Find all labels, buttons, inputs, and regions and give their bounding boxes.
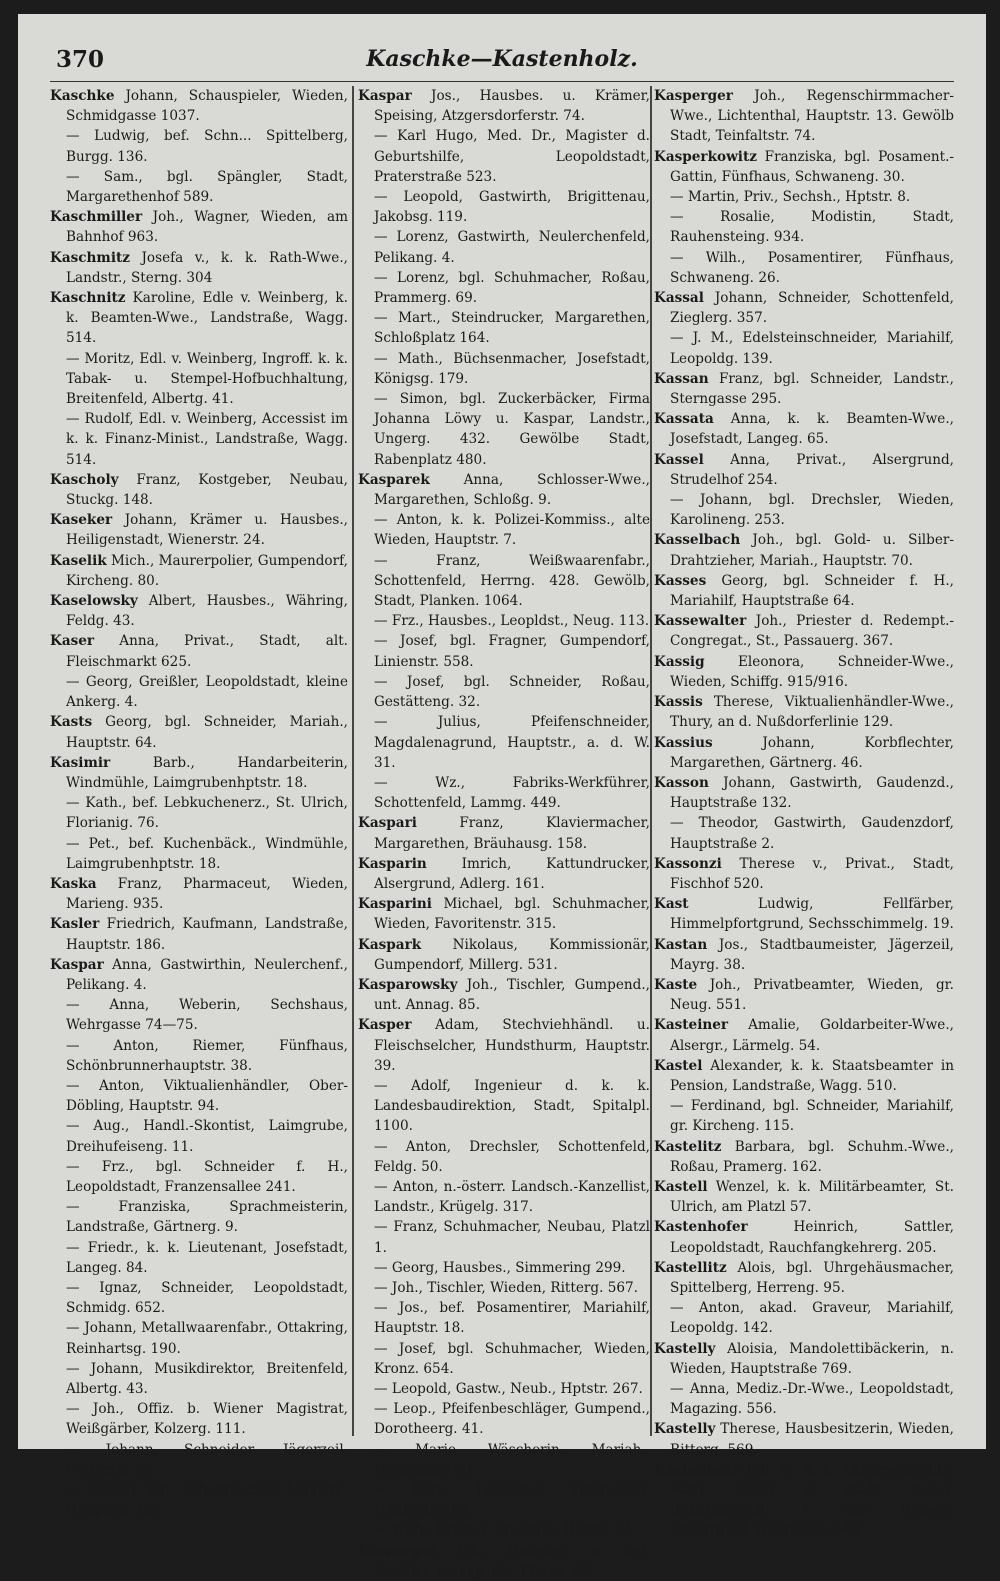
directory-subentry xyxy=(358,1177,650,1217)
directory-subentry xyxy=(50,1318,348,1358)
entry-text: Anna, Schlosser-Wwe., Margarethen, Schloßg. 9. xyxy=(374,471,650,509)
directory-entry xyxy=(50,874,348,914)
entry-text: Edl. v., k. k. Landesgerichts-Rath, Leiter d. städt. deleg. Bezirksgericht f. den Rossau, Alsergrund, Quergasse 349. xyxy=(670,1461,954,1539)
entry-text: Franz, Klaviermacher, Margarethen, Bräuhausg. 158. xyxy=(374,815,650,852)
entry-text: — Lorenz, bgl. Schuhmacher, Roßau, Prammerg. 69. xyxy=(374,269,650,307)
directory-subentry xyxy=(358,1379,650,1399)
directory-entry xyxy=(50,248,348,288)
entry-surname: Kaspari xyxy=(358,815,417,832)
entry-surname: Kassis xyxy=(654,694,703,711)
directory-subentry xyxy=(654,1096,954,1136)
entry-surname: Kastelitz xyxy=(654,1138,722,1155)
entry-text: — Bart., Lebzelter, Simmering, Hauptstr. 295. xyxy=(374,1482,650,1519)
entry-text: — Josef, bgl. Schuhmacher, Wieden, Kronz. 654. xyxy=(374,1340,650,1377)
entry-surname: Kasler xyxy=(50,916,100,933)
entry-surname: Kaspar xyxy=(358,88,412,104)
entry-surname: Kasselbach xyxy=(654,532,741,549)
entry-surname: Kassonzi xyxy=(654,855,722,872)
directory-subentry xyxy=(358,1399,650,1439)
entry-text: — Rudolf, Edl. v. Weinberg, Accessist im k. k. Finanz-Minist., Landstraße, Wagg. 514. xyxy=(66,411,348,468)
entry-surname: Kascholy xyxy=(50,471,119,488)
directory-subentry xyxy=(654,490,954,530)
directory-entry xyxy=(358,470,650,510)
directory-subentry xyxy=(50,409,348,470)
entry-text: — Josef, bgl. Schneider, Roßau, Gestätteng. 32. xyxy=(374,673,650,711)
entry-surname: Kasimir xyxy=(50,754,111,771)
entry-text: Jos., Stadtbaumeister, Jägerzeil, Mayrg. 38. xyxy=(670,936,954,973)
directory-entry xyxy=(50,631,348,671)
entry-surname: Kaschmitz xyxy=(50,249,130,266)
directory-entry xyxy=(50,591,348,631)
entry-text: Georg, bgl. Schneider, Mariah., Hauptstr. 64. xyxy=(66,714,348,751)
entry-surname: Kasparin xyxy=(358,855,427,872)
entry-text: — Anton, n.-österr. Landsch.-Kanzellist, Landstr., Krügelg. 317. xyxy=(374,1178,650,1216)
directory-subentry xyxy=(358,227,650,267)
entry-surname: Kaschnitz xyxy=(50,290,126,307)
directory-entry xyxy=(358,894,650,934)
directory-entry xyxy=(654,1015,954,1055)
directory-subentry xyxy=(50,1076,348,1116)
entry-surname: Kassel xyxy=(654,451,704,468)
directory-entry xyxy=(50,955,348,995)
directory-entry xyxy=(654,773,954,813)
entry-surname: Kastenholz xyxy=(654,1461,739,1478)
entry-text: — Leopold, Gastw., Neub., Hptstr. 267. xyxy=(374,1381,643,1397)
directory-entry xyxy=(654,86,954,147)
entry-text: Johann, Krämer u. Hausbes., Heiligenstadt, Wienerstr. 24. xyxy=(66,512,348,549)
entry-text: — Julius, Pfeifenschneider, Magdalenagrund, Hauptstr., a. d. W. 31. xyxy=(374,714,650,771)
entry-text: Franz, Kostgeber, Neubau, Stuckg. 148. xyxy=(66,471,348,509)
entry-surname: Kassan xyxy=(654,370,709,387)
directory-entry xyxy=(50,753,348,793)
column-divider xyxy=(352,86,354,1436)
entry-text: — Johann, Schneider, Jägerzeil, Praterstr. 55. xyxy=(66,1441,348,1478)
column-divider xyxy=(650,86,652,1436)
directory-subentry xyxy=(358,1339,650,1379)
directory-subentry xyxy=(654,187,954,207)
entry-text: — Moritz, Edl. v. Weinberg, Ingroff. k. k. Tabak- u. Stempel-Hofbuchhaltung, Breitenfeld, Albertg. 41. xyxy=(66,350,348,408)
directory-subentry xyxy=(654,207,954,247)
entry-text: Jos., Hausbes. u. Krämer, Speising, Atzgersdorferstr. 74. xyxy=(374,88,650,125)
directory-entry xyxy=(654,652,954,692)
directory-entry xyxy=(654,571,954,611)
directory-subentry xyxy=(358,1258,650,1278)
entry-text: — Simon, bgl. Zuckerbäcker, Firma Johanna Löwy u. Kaspar, Landstr., Ungerg. 432. Gewölbe Stadt, Rabenplatz 480. xyxy=(374,391,650,468)
directory-subentry xyxy=(50,995,348,1035)
directory-subentry xyxy=(50,1238,348,1278)
page-number: 370 xyxy=(56,46,105,73)
entry-text: Johann, Korbflechter, Margarethen, Gärtnerg. 46. xyxy=(670,734,954,771)
directory-subentry xyxy=(50,1116,348,1156)
directory-entry xyxy=(654,450,954,490)
directory-subentry xyxy=(358,510,650,550)
entry-text: Karoline, Edle v. Weinberg, k. k. Beamten-Wwe., Landstraße, Wagg. 514. xyxy=(66,290,348,347)
entry-text: — Anna, Weberin, Sechshaus, Wehrgasse 74—75. xyxy=(66,997,348,1034)
directory-subentry xyxy=(50,1399,348,1439)
directory-subentry xyxy=(358,551,650,612)
entry-text: Ludwig, Fellfärber, Himmelpfortgrund, Sechsschimmelg. 19. xyxy=(670,896,954,933)
directory-subentry xyxy=(358,126,650,187)
entry-surname: Kassewalter xyxy=(654,613,747,630)
directory-entry xyxy=(654,1258,954,1298)
entry-surname: Kast xyxy=(654,896,689,913)
directory-subentry xyxy=(50,1157,348,1197)
directory-subentry xyxy=(358,1440,650,1480)
directory-entry xyxy=(654,530,954,570)
directory-entry xyxy=(654,1056,954,1096)
directory-entry xyxy=(654,611,954,651)
entry-text: Joh., Hausbes. u. bgl. Tischler, Laimgrube, Pfarrg. 50. xyxy=(374,1542,650,1579)
directory-entry xyxy=(50,86,348,126)
entry-surname: Kaseker xyxy=(50,512,113,529)
entry-surname: Kasperger xyxy=(654,88,733,104)
entry-surname: Kastan xyxy=(654,936,708,953)
entry-text: — Anton, Drechsler, Schottenfeld, Feldg. 50. xyxy=(374,1138,650,1175)
entry-text: — Ludwig, bef. Schn... Spittelberg, Burgg. 136. xyxy=(66,128,348,165)
directory-subentry xyxy=(358,389,650,470)
entry-text: — Anton, akad. Graveur, Mariahilf, Leopoldg. 142. xyxy=(670,1300,954,1337)
entry-text: — Frz., bgl. Schneider f. H., Leopoldstadt, Franzensallee 241. xyxy=(66,1158,348,1195)
entry-text: — Johann, Metallwaarenfabr., Ottakring, Reinhartsg. 190. xyxy=(66,1320,348,1357)
entry-text: — Josef, bgl. Fragner, Gumpendorf, Linienstr. 558. xyxy=(374,633,650,670)
entry-surname: Kaste xyxy=(654,976,698,993)
entry-text: — Jos., bef. Posamentirer, Mariahilf, Hauptstr. 18. xyxy=(374,1300,650,1337)
entry-surname: Kaselowsky xyxy=(50,593,138,610)
entry-text: — Wilh., Krämer, Speising, Hofstr. 74. xyxy=(374,1522,637,1539)
entry-text: — Wilh., Posamentirer, Fünfhaus, Schwaneng. 26. xyxy=(670,249,954,286)
entry-surname: Kastelly xyxy=(654,1421,716,1438)
entry-surname: Kastellitz xyxy=(654,1259,727,1276)
entry-text: — Sam., bgl. Spängler, Stadt, Margarethenhof 589. xyxy=(66,168,348,206)
entry-text: — Franziska, Sprachmeisterin, Landstraße, Gärtnerg. 9. xyxy=(66,1199,348,1236)
entry-text: Aloisia, Mandolettibäckerin, n. Wieden, Hauptstraße 769. xyxy=(670,1340,954,1377)
entry-surname: Kastell xyxy=(654,1178,708,1195)
entry-text: — Leopold, Gastwirth, Brigittenau, Jakobsg. 119. xyxy=(374,189,650,226)
directory-subentry xyxy=(50,1480,348,1520)
directory-subentry xyxy=(358,268,650,308)
directory-page xyxy=(18,14,986,1579)
entry-text: — Anna, Mediz.-Dr.-Wwe., Leopoldstadt, Magazing. 556. xyxy=(670,1381,954,1418)
directory-subentry xyxy=(50,349,348,410)
directory-entry xyxy=(358,86,650,126)
entry-text: Barbara, bgl. Schuhm.-Wwe., Roßau, Pramerg. 162. xyxy=(670,1138,954,1175)
entry-text: — Anton, k. k. Polizei-Kommiss., alte Wieden, Hauptstr. 7. xyxy=(374,512,650,549)
directory-entry xyxy=(654,894,954,934)
directory-entry xyxy=(654,1177,954,1217)
directory-entry xyxy=(654,1419,954,1459)
directory-subentry xyxy=(358,1520,650,1540)
entry-surname: Kassata xyxy=(654,411,714,428)
columns xyxy=(50,86,954,1579)
page-header xyxy=(50,42,954,82)
column-1 xyxy=(50,86,348,1519)
entry-text: Nikolaus, Kommissionär, Gumpendorf, Millerg. 531. xyxy=(374,936,650,973)
entry-text: Franz, Pharmaceut, Wieden, Marieng. 935. xyxy=(66,875,348,913)
directory-entry xyxy=(654,975,954,1015)
entry-text: — Kath., bef. Lebkuchenerz., St. Ulrich, Florianig. 76. xyxy=(66,795,348,832)
entry-text: — Johann, bgl. Schuhmacher, Landstr., Hauptstr. 189. xyxy=(66,1482,348,1519)
entry-text: Joh., Tischler, Gumpend., unt. Annag. 85. xyxy=(374,976,650,1014)
directory-entry xyxy=(654,369,954,409)
directory-subentry xyxy=(358,349,650,389)
directory-entry xyxy=(358,813,650,853)
entry-surname: Kassig xyxy=(654,653,705,670)
directory-subentry xyxy=(358,631,650,671)
directory-entry xyxy=(654,1460,954,1541)
entry-surname: Kaser xyxy=(50,633,95,650)
directory-subentry xyxy=(50,167,348,207)
entry-text: Alois, bgl. Uhrgehäusmacher, Spittelberg, Herreng. 95. xyxy=(670,1259,954,1296)
running-head: Kaschke—Kastenholz. xyxy=(366,46,638,72)
directory-entry xyxy=(50,470,348,510)
entry-text: Heinrich, Sattler, Leopoldstadt, Rauchfangkehrerg. 205. xyxy=(670,1219,954,1256)
entry-text: Mich., Maurerpolier, Gumpendorf, Kircheng. 80. xyxy=(66,552,348,589)
entry-surname: Kasperkowitz xyxy=(654,148,757,165)
directory-entry xyxy=(654,692,954,732)
directory-subentry xyxy=(654,1298,954,1338)
entry-text: — Franz, Schuhmacher, Neubau, Platzl 1. xyxy=(374,1219,650,1256)
entry-surname: Kaschmiller xyxy=(50,209,143,226)
directory-subentry xyxy=(358,611,650,631)
directory-subentry xyxy=(50,1359,348,1399)
directory-subentry xyxy=(358,672,650,712)
entry-text: Therese, Viktualienhändler-Wwe., Thury, an d. Nußdorferlinie 129. xyxy=(670,694,954,731)
entry-text: Barb., Handarbeiterin, Windmühle, Laimgrubenhptstr. 18. xyxy=(66,754,348,791)
entry-surname: Kasts xyxy=(50,714,93,731)
entry-surname: Kasses xyxy=(654,572,707,589)
entry-text: Michael, bgl. Schuhmacher, Wieden, Favoritenstr. 315. xyxy=(374,896,650,933)
entry-text: — Mart., Steindrucker, Margarethen, Schloßplatz 164. xyxy=(374,310,650,347)
entry-text: Friedrich, Kaufmann, Landstraße, Hauptstr. 186. xyxy=(66,916,348,953)
entry-text: Josefa v., k. k. Rath-Wwe., Landstr., Sterng. 304 xyxy=(66,249,348,286)
directory-subentry xyxy=(358,187,650,227)
directory-subentry xyxy=(50,793,348,833)
column-2 xyxy=(358,86,650,1579)
entry-text: — J. M., Edelsteinschneider, Mariahilf, Leopoldg. 139. xyxy=(670,330,954,367)
entry-text: Albert, Hausbes., Währing, Feldg. 43. xyxy=(66,593,348,630)
entry-text: — Lorenz, Gastwirth, Neulerchenfeld, Pelikang. 4. xyxy=(374,229,650,266)
entry-text: Joh., Wagner, Wieden, am Bahnhof 963. xyxy=(66,209,348,246)
entry-text: — Aug., Handl.-Skontist, Laimgrube, Dreihufeiseng. 11. xyxy=(66,1118,348,1155)
directory-entry xyxy=(50,914,348,954)
directory-subentry xyxy=(358,1298,650,1338)
directory-entry xyxy=(654,409,954,449)
entry-text: — Leop., Pfeifenbeschläger, Gumpend., Dorotheerg. 41. xyxy=(374,1401,650,1438)
entry-text: Therese v., Privat., Stadt, Fischhof 520. xyxy=(670,855,954,892)
entry-surname: Kassal xyxy=(654,290,704,307)
directory-entry xyxy=(50,207,348,247)
directory-subentry xyxy=(654,328,954,368)
directory-entry xyxy=(358,935,650,975)
entry-text: Franziska, bgl. Posament.-Gattin, Fünfhaus, Schwaneng. 30. xyxy=(670,148,954,185)
directory-entry xyxy=(358,1015,650,1076)
entry-text: Amalie, Goldarbeiter-Wwe., Alsergr., Lärmelg. 54. xyxy=(670,1017,954,1054)
entry-text: Anna, Privat., Stadt, alt. Fleischmarkt 625. xyxy=(66,633,348,670)
entry-surname: Kasparowsky xyxy=(358,976,458,993)
directory-subentry xyxy=(358,1217,650,1257)
entry-text: Joh., Privatbeamter, Wieden, gr. Neug. 551. xyxy=(670,976,954,1014)
directory-subentry xyxy=(50,1036,348,1076)
entry-surname: Kaspar xyxy=(50,956,104,973)
entry-surname: Kassius xyxy=(654,734,713,751)
entry-text: — Georg, Hausbes., Simmering 299. xyxy=(374,1259,626,1276)
directory-entry xyxy=(654,733,954,773)
entry-surname: Kaselik xyxy=(50,552,107,569)
directory-entry xyxy=(50,510,348,550)
directory-entry xyxy=(654,935,954,975)
entry-text: — Martin, Priv., Sechsh., Hptstr. 8. xyxy=(670,189,911,206)
entry-text: Wenzel, k. k. Militärbeamter, St. Ulrich, am Platzl 57. xyxy=(670,1178,954,1216)
column-3 xyxy=(654,86,954,1539)
directory-subentry xyxy=(358,773,650,813)
entry-text: Therese, Hausbesitzerin, Wieden, Ritterg. 569. xyxy=(670,1421,954,1458)
directory-entry xyxy=(654,854,954,894)
entry-surname: Kasparek xyxy=(358,471,430,488)
directory-entry xyxy=(358,1541,650,1581)
entry-text: Adam, Stechviehhändl. u. Fleischselcher, Hundsthurm, Hauptstr. 39. xyxy=(374,1017,650,1074)
entry-text: — Marie, Wäscherin, Mariah., Neuegasse 50. xyxy=(374,1441,650,1478)
directory-subentry xyxy=(358,1076,650,1137)
entry-text: Eleonora, Schneider-Wwe., Wieden, Schiffg. 915/916. xyxy=(670,653,954,690)
entry-surname: Kaschke xyxy=(50,88,115,104)
directory-entry xyxy=(358,854,650,894)
entry-text: — Joh., Tischler, Wieden, Ritterg. 567. xyxy=(374,1279,638,1296)
entry-text: — Johann, Musikdirektor, Breitenfeld, Albertg. 43. xyxy=(66,1360,348,1397)
entry-surname: Kaspark xyxy=(358,936,422,953)
entry-surname: Kasper xyxy=(358,1017,412,1034)
entry-text: — Wz., Fabriks-Werkführer, Schottenfeld, Lammg. 449. xyxy=(374,774,650,812)
entry-surname: Kastel xyxy=(654,1057,703,1074)
entry-text: — Ferdinand, bgl. Schneider, Mariahilf, gr. Kircheng. 115. xyxy=(670,1098,954,1135)
entry-surname: Kasperger xyxy=(358,1542,437,1559)
directory-subentry xyxy=(654,248,954,288)
entry-text: — Karl Hugo, Med. Dr., Magister d. Geburtshilfe, Leopoldstadt, Praterstraße 523. xyxy=(374,128,650,185)
directory-subentry xyxy=(654,1379,954,1419)
entry-text: — Pet., bef. Kuchenbäck., Windmühle, Laimgrubenhptstr. 18. xyxy=(66,835,348,872)
entry-text: — Adolf, Ingenieur d. k. k. Landesbaudirektion, Stadt, Spitalpl. 1100. xyxy=(374,1077,650,1135)
directory-entry xyxy=(50,712,348,752)
entry-surname: Kastenhofer xyxy=(654,1219,748,1236)
entry-text: Anna, k. k. Beamten-Wwe., Josefstadt, Langeg. 65. xyxy=(670,411,954,448)
directory-entry xyxy=(654,1339,954,1379)
directory-subentry xyxy=(50,1440,348,1480)
entry-text: Johann, Schauspieler, Wieden, Schmidgasse 1037. xyxy=(66,88,348,125)
entry-text: Imrich, Kattundrucker, Alsergrund, Adlerg. 161. xyxy=(374,855,650,892)
entry-text: Franz, bgl. Schneider, Landstr., Sterngasse 295. xyxy=(670,370,954,408)
entry-text: Johann, Gastwirth, Gaudenzd., Hauptstraße 132. xyxy=(670,774,954,812)
entry-text: — Johann, bgl. Drechsler, Wieden, Karolineng. 253. xyxy=(670,492,954,529)
entry-text: — Franz, Weißwaarenfabr., Schottenfeld, Herrng. 428. Gewölb, Stadt, Planken. 1064. xyxy=(374,552,650,610)
entry-surname: Kaska xyxy=(50,875,97,892)
directory-subentry xyxy=(50,834,348,874)
entry-text: — Friedr., k. k. Lieutenant, Josefstadt, Langeg. 84. xyxy=(66,1239,348,1276)
directory-subentry xyxy=(358,308,650,348)
directory-entry xyxy=(50,551,348,591)
directory-subentry xyxy=(654,813,954,853)
directory-entry xyxy=(654,1217,954,1257)
directory-entry xyxy=(654,288,954,328)
entry-surname: Kasson xyxy=(654,774,709,791)
entry-surname: Kasteiner xyxy=(654,1017,729,1034)
directory-entry xyxy=(654,147,954,187)
entry-text: Anna, Gastwirthin, Neulerchenf., Pelikang. 4. xyxy=(66,956,348,993)
entry-text: — Theodor, Gastwirth, Gaudenzdorf, Hauptstraße 2. xyxy=(670,815,954,852)
entry-text: Anna, Privat., Alsergrund, Strudelhof 254. xyxy=(670,451,954,488)
entry-surname: Kasparini xyxy=(358,896,432,913)
directory-subentry xyxy=(358,1480,650,1520)
entry-text: — Georg, Greißler, Leopoldstadt, kleine Ankerg. 4. xyxy=(66,673,348,711)
directory-subentry xyxy=(50,1197,348,1237)
entry-text: — Frz., Hausbes., Leopldst., Neug. 113. xyxy=(374,613,650,630)
entry-text: — Math., Büchsenmacher, Josefstadt, Königsg. 179. xyxy=(374,350,650,387)
entry-text: Johann, Schneider, Schottenfeld, Zieglerg. 357. xyxy=(670,290,954,327)
directory-entry xyxy=(358,975,650,1015)
directory-subentry xyxy=(50,1278,348,1318)
directory-entry xyxy=(654,1137,954,1177)
directory-subentry xyxy=(358,1137,650,1177)
entry-text: — Rosalie, Modistin, Stadt, Rauhensteing. 934. xyxy=(670,209,954,246)
entry-text: Joh., bgl. Gold- u. Silber-Drahtzieher, Mariah., Hauptstr. 70. xyxy=(670,532,954,569)
directory-subentry xyxy=(358,712,650,773)
entry-text: — Joh., Offiz. b. Wiener Magistrat, Weißgärber, Kolzerg. 111. xyxy=(66,1401,348,1438)
directory-subentry xyxy=(358,1278,650,1298)
entry-text: — Ignaz, Schneider, Leopoldstadt, Schmidg. 652. xyxy=(66,1279,348,1317)
directory-entry xyxy=(50,288,348,349)
directory-subentry xyxy=(50,672,348,712)
entry-text: Joh., Priester d. Redempt.-Congregat., St., Passauerg. 367. xyxy=(670,613,954,650)
entry-text: Joh., Regenschirmmacher-Wwe., Lichtenthal, Hauptstr. 13. Gewölb Stadt, Teinfaltstr. 74. xyxy=(670,88,954,145)
entry-text: Alexander, k. k. Staatsbeamter in Pension, Landstraße, Wagg. 510. xyxy=(670,1057,954,1094)
entry-text: — Anton, Viktualienhändler, Ober-Döbling, Hauptstr. 94. xyxy=(66,1077,348,1115)
directory-subentry xyxy=(50,126,348,166)
entry-text: Georg, bgl. Schneider f. H., Mariahilf, Hauptstraße 64. xyxy=(670,572,954,610)
entry-surname: Kastelly xyxy=(654,1340,716,1357)
entry-text: — Anton, Riemer, Fünfhaus, Schönbrunnerhauptstr. 38. xyxy=(66,1037,348,1074)
